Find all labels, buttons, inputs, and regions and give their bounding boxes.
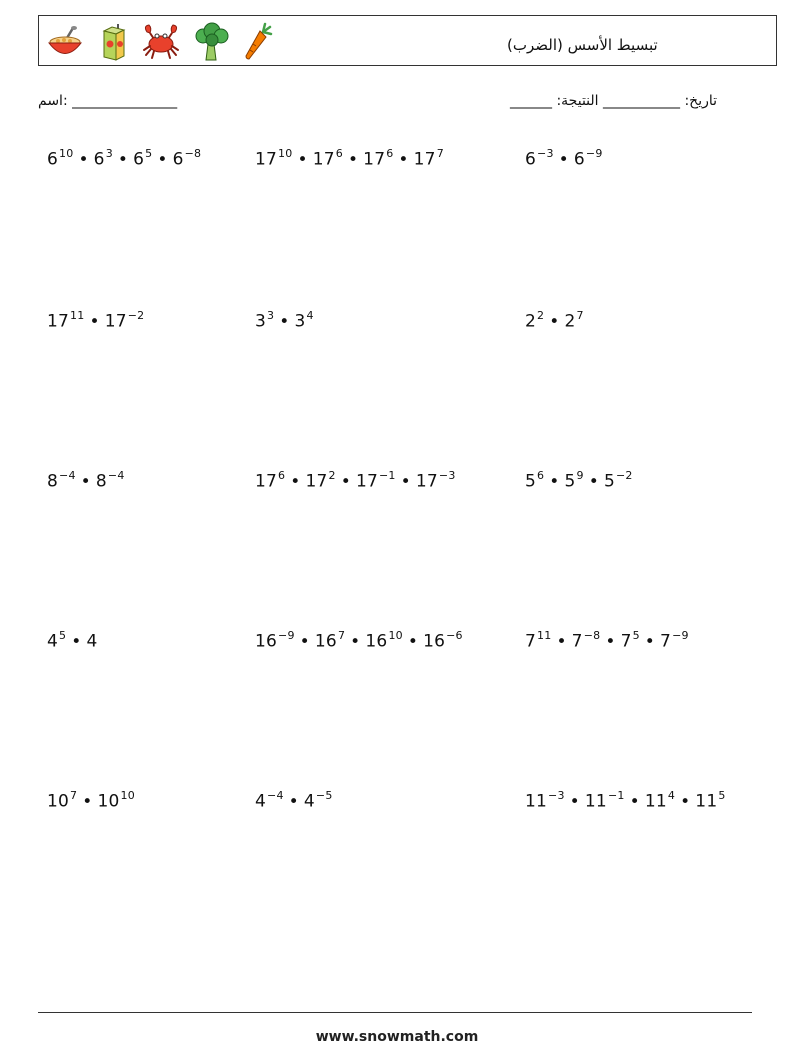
carrot-icon [243,22,273,62]
header-icons [45,22,273,62]
date-score-field: ______ :تاريخ: ___________ النتيجة [510,93,718,109]
problem-13: $10^7$ • $10^{10}$ [47,789,135,812]
problem-2: $17^{10}$ • $17^6$ • $17^6$ • $17^7$ [255,147,444,170]
problem-11: $16^{-9}$ • $16^7$ • $16^{10}$ • $16^{-6}$ [255,629,463,652]
juice-box-icon [98,22,128,62]
worksheet-header [38,15,777,66]
problem-7: $8^{-4}$ • $8^{-4}$ [47,469,125,492]
problem-12: $7^{11}$ • $7^{-8}$ • $7^5$ • $7^{-9}$ [525,629,689,652]
footer-site: www.snowmath.com [315,1029,479,1045]
problem-4: $17^{11}$ • $17^{-2}$ [47,309,145,332]
problem-1: $6^{10}$ • $6^3$ • $6^5$ • $6^{-8}$ [47,147,202,170]
broccoli-icon [194,22,230,62]
problem-8: $17^6$ • $17^2$ • $17^{-1}$ • $17^{-3}$ [255,469,456,492]
problem-10: $4^5$ • 4 [47,629,98,652]
worksheet-title: (تبسيط الأسس (الضرب [507,36,658,54]
crab-icon [141,22,181,62]
name-field: اسم: _______________ [38,93,178,109]
cereal-bowl-icon [45,22,85,62]
problem-14: $4^{-4}$ • $4^{-5}$ [255,789,333,812]
footer-divider [38,1012,752,1013]
problem-6: $2^2$ • $2^7$ [525,309,584,332]
problem-5: $3^3$ • $3^4$ [255,309,314,332]
problem-9: $5^6$ • $5^9$ • $5^{-2}$ [525,469,633,492]
problem-3: $6^{-3}$ • $6^{-9}$ [525,147,603,170]
problem-15: $11^{-3}$ • $11^{-1}$ • $11^4$ • $11^5$ [525,789,726,812]
